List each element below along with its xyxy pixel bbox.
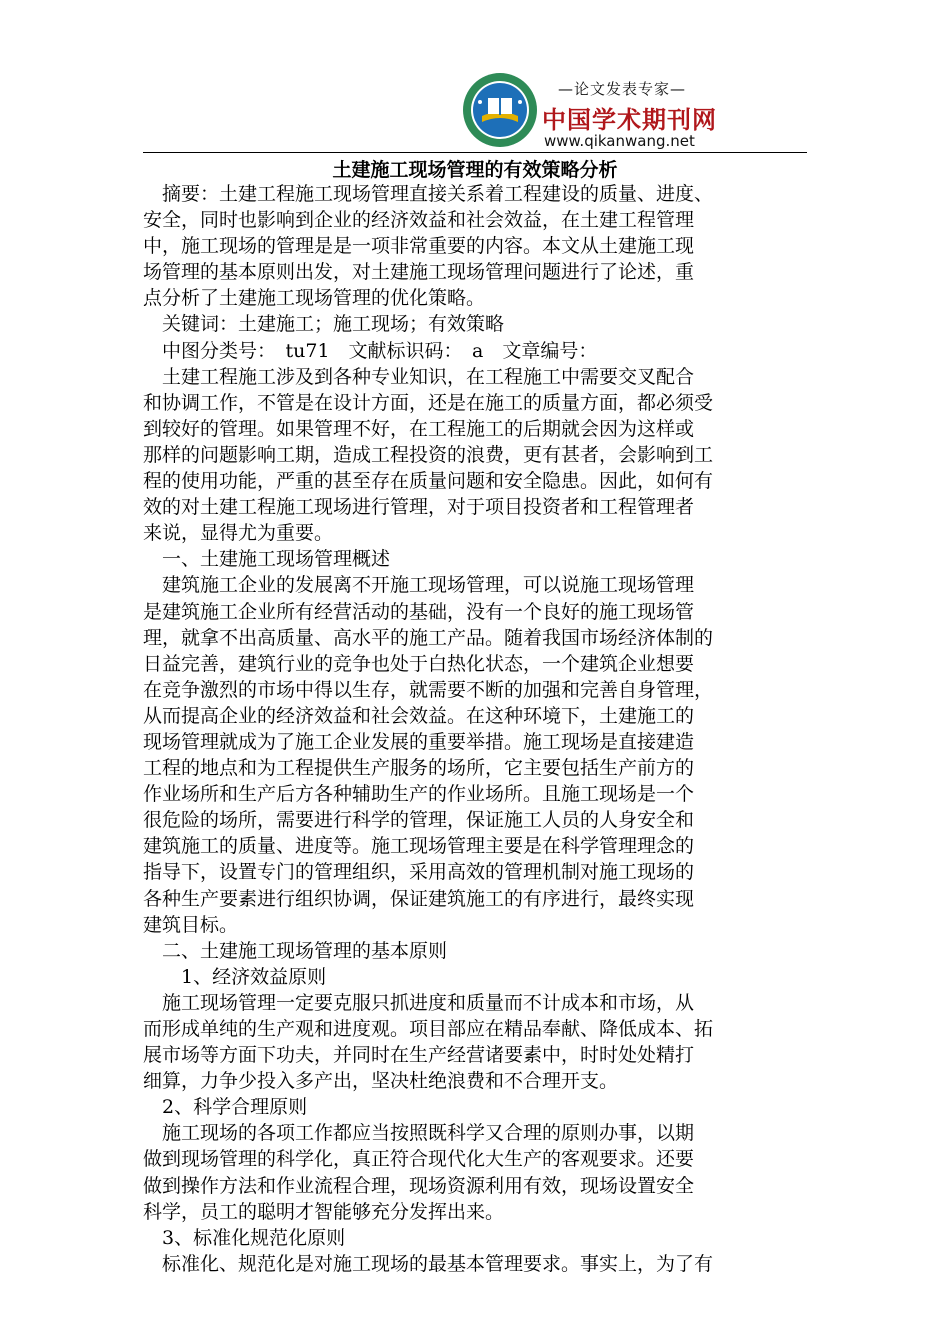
body-text-line: 从而提高企业的经济效益和社会效益。在这种环境下，土建施工的 [143, 704, 695, 727]
body-text-line: 来说，显得尤为重要。 [143, 522, 334, 545]
body-text-line: 在竞争激烈的市场中得以生存，就需要不断的加强和完善自身管理， [143, 678, 714, 701]
body-text-line: 展市场等方面下功夫，并同时在生产经营诸要素中，时时处处精打 [143, 1044, 695, 1067]
body-text-line: 1、经济效益原则 [143, 965, 327, 988]
body-text-line: 施工现场的各项工作都应当按照既科学又合理的原则办事，以期 [143, 1122, 695, 1145]
body-text-line: 做到现场管理的科学化，真正符合现代化大生产的客观要求。还要 [143, 1148, 695, 1171]
body-text-line: 是建筑施工企业所有经营活动的基础，没有一个良好的施工现场管 [143, 600, 695, 623]
body-text-line: 和协调工作，不管是在设计方面，还是在施工的质量方面，都必须受 [143, 391, 714, 414]
document-body [143, 181, 807, 1277]
body-text-line: 中，施工现场的管理是是一项非常重要的内容。本文从土建施工现 [143, 235, 695, 258]
logo-emblem-icon [462, 72, 538, 148]
body-text-line: 到较好的管理。如果管理不好，在工程施工的后期就会因为这样或 [143, 417, 695, 440]
body-text-line: 工程的地点和为工程提供生产服务的场所，它主要包括生产前方的 [143, 757, 695, 780]
body-text-line: 程的使用功能，严重的甚至存在质量问题和安全隐患。因此，如何有 [143, 470, 714, 493]
body-text-line: 效的对土建工程施工现场进行管理，对于项目投资者和工程管理者 [143, 496, 695, 519]
body-text-line: 细算，力争少投入多产出，坚决杜绝浪费和不合理开支。 [143, 1070, 619, 1093]
logo-name: 中国学术期刊网 [542, 106, 717, 134]
body-text-line: 建筑目标。 [143, 913, 239, 936]
body-text-line: 日益完善，建筑行业的竞争也处于白热化状态，一个建筑企业想要 [143, 652, 695, 675]
body-text-line: 很危险的场所，需要进行科学的管理，保证施工人员的人身安全和 [143, 809, 695, 832]
body-text-line: 那样的问题影响工期，造成工程投资的浪费，更有甚者，会影响到工 [143, 443, 714, 466]
body-text-line: 一、土建施工现场管理概述 [143, 548, 391, 571]
page-header [0, 0, 950, 160]
body-text-line: 摘要：土建工程施工现场管理直接关系着工程建设的质量、进度、 [143, 183, 714, 205]
body-text-line: 科学，员工的聪明才智能够充分发挥出来。 [143, 1200, 505, 1223]
body-text-line: 2、科学合理原则 [143, 1096, 308, 1119]
logo-slogan: —论文发表专家— [557, 80, 686, 98]
body-text-line: 指导下，设置专门的管理组织，采用高效的管理机制对施工现场的 [143, 861, 695, 884]
body-text-line: 理，就拿不出高质量、高水平的施工产品。随着我国市场经济体制的 [143, 626, 714, 649]
body-text-line: 二、土建施工现场管理的基本原则 [143, 939, 448, 962]
header-divider [143, 152, 807, 153]
body-text-line: 各种生产要素进行组织协调，保证建筑施工的有序进行，最终实现 [143, 887, 695, 910]
body-text-line: 作业场所和生产后方各种辅助生产的作业场所。且施工现场是一个 [143, 783, 695, 806]
body-text-line: 建筑施工的质量、进度等。施工现场管理主要是在科学管理理念的 [143, 835, 695, 858]
body-text-line: 而形成单纯的生产观和进度观。项目部应在精品奉献、降低成本、拓 [143, 1018, 714, 1040]
body-text-line: 点分析了土建施工现场管理的优化策略。 [143, 287, 486, 310]
body-text-line: 3、标准化规范化原则 [143, 1226, 346, 1249]
body-text-line: 场管理的基本原则出发，对土建施工现场管理问题进行了论述，重 [143, 261, 695, 284]
body-text-line: 安全，同时也影响到企业的经济效益和社会效益，在土建工程管理 [143, 209, 695, 232]
body-text-line: 建筑施工企业的发展离不开施工现场管理，可以说施工现场管理 [143, 574, 695, 597]
body-text-line: 土建工程施工涉及到各种专业知识，在工程施工中需要交叉配合 [143, 365, 695, 388]
logo-url: www.qikanwang.net [544, 132, 695, 150]
body-text-line: 施工现场管理一定要克服只抓进度和质量而不计成本和市场，从 [143, 991, 695, 1014]
document-title: 土建施工现场管理的有效策略分析 [332, 159, 618, 181]
body-text-line: 关键词：土建施工；施工现场；有效策略 [143, 313, 505, 336]
body-text-line: 现场管理就成为了施工企业发展的重要举措。施工现场是直接建造 [143, 730, 695, 753]
body-text-line: 中图分类号： tu71 文献标识码： a 文章编号： [143, 339, 598, 362]
body-text-line: 做到操作方法和作业流程合理，现场资源利用有效，现场设置安全 [143, 1174, 695, 1197]
body-text-line: 标准化、规范化是对施工现场的最基本管理要求。事实上，为了有 [143, 1252, 714, 1275]
